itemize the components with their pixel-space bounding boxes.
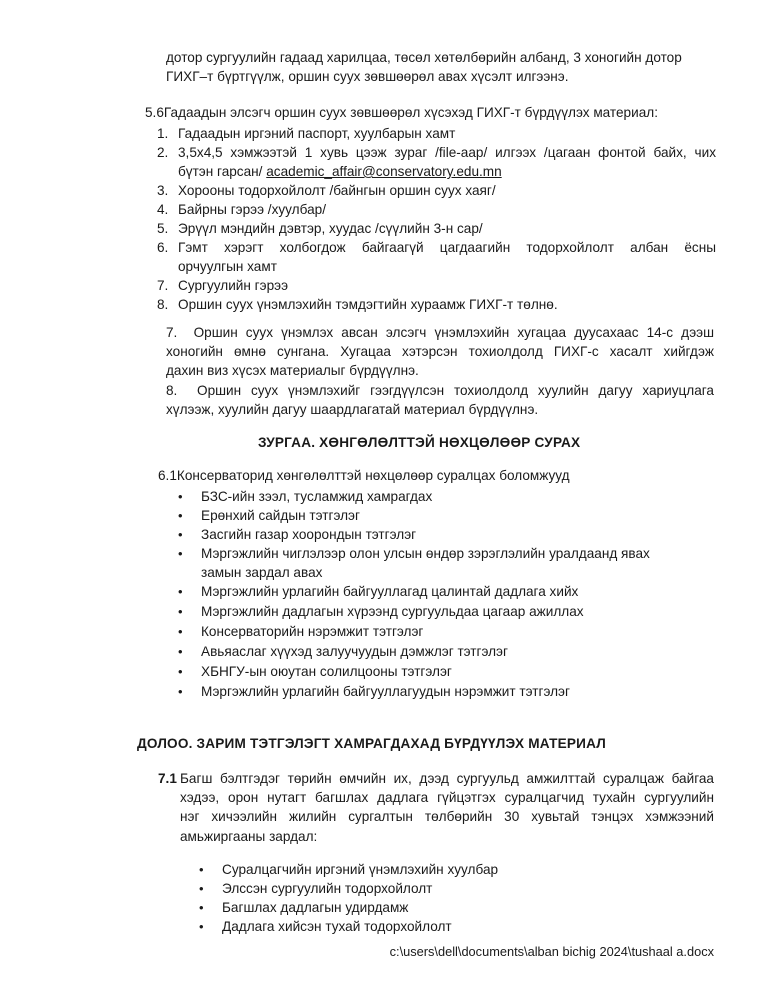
section-5-6-title xyxy=(145,105,658,120)
section-7-heading: ДОЛОО. ЗАРИМ ТЭТГЭЛЭГТ ХАМРАГДАХАД БҮРДҮҮЛЭХ МАТЕРИАЛ xyxy=(137,736,607,751)
list-item: • Суралцагчийн иргэний үнэмлэхийн хуулбар xyxy=(199,862,499,877)
section-title: Гадаадын элсэгч оршин суух зөвшөөрөл хүсэхэд ГИХГ-т бүрдүүлэх материал: xyxy=(163,105,658,120)
list-item: 6. Гэмт хэрэгт холбогдож байгаагүй цагдаагийн тодорхойлолт албан ёсны орчуулгын хамт xyxy=(157,240,716,274)
section-7-1-paragraph: 7.1 Багш бэлтгэдэг төрийн өмчийн их, дээд сургуульд амжилттай суралцаж байгаа хэдээ, орон нутагт багшлах дадлага гүйцэтгэх суралцагчид тухайн сургуулийн нэг хичээлийн жилийн сургалтын төлбөрийн 30 хувьтай тэнцэх хэмжээний амьжиргааны зардал: xyxy=(158,771,714,844)
list-item: • Мэргэжлийн дадлагын хүрээнд сургуульдаа цагаар ажиллах xyxy=(178,604,584,619)
list-item: • Засгийн газар хоорондын тэтгэлэг xyxy=(178,527,417,542)
file-path-footer: c:\users\dell\documents\alban bichig 2024\tushaal a.docx xyxy=(389,944,714,959)
list-item: • Консерваторийн нэрэмжит тэтгэлэг xyxy=(178,624,424,639)
list-item: 5. Эрүүл мэндийн дэвтэр, хуудас /сүүлийн 3-н сар/ xyxy=(157,221,483,236)
list-item: • Багшлах дадлагын удирдамж xyxy=(199,900,409,915)
list-item: 2. 3,5х4,5 хэмжээтэй 1 хувь цээж зураг /file-аар/ илгээх /цагаан фонтой байх, чих бүтэн гарсан/ academic_affair@conservatory.edu.mn xyxy=(157,145,716,179)
list-item: 1. Гадаадын иргэний паспорт, хуулбарын хамт xyxy=(157,126,456,141)
section-number: 5.6 xyxy=(145,105,164,120)
list-item: • Авьяаслаг хүүхэд залуучуудын дэмжлэг тэтгэлэг xyxy=(178,644,508,659)
list-item: • Мэргэжлийн урлагийн байгууллагуудын нэрэмжит тэтгэлэг xyxy=(178,684,570,699)
intro-line: дотор сургуулийн гадаад харилцаа, төсөл хөтөлбөрийн албанд, 3 хоногийн дотор xyxy=(166,50,682,65)
list-item: • БЗС-ийн зээл, тусламжид хамрагдах xyxy=(178,489,433,504)
paragraph-8: 8. Оршин суух үнэмлэхийг гээгдүүлсэн тохиолдолд хуулийн дагуу хариуцлага хүлээж, хуулийн дагуу шаардлагатай материал бүрдүүлнэ. xyxy=(166,383,714,418)
list-item: 7. Сургуулийн гэрээ xyxy=(157,278,289,293)
email-link[interactable]: academic_affair@conservatory.edu.mn xyxy=(266,164,502,179)
section-6-1-title: 6.1Консерваторид хөнгөлөлттэй нөхцөлөөр суралцах боломжууд xyxy=(158,468,570,483)
list-item: 4. Байрны гэрээ /хуулбар/ xyxy=(157,202,326,217)
list-item: • Ерөнхий сайдын тэтгэлэг xyxy=(178,508,360,523)
list-item: • ХБНГУ-ын оюутан солилцооны тэтгэлэг xyxy=(178,664,452,679)
list-item: • Элссэн сургуулийн тодорхойлолт xyxy=(199,881,433,896)
intro-line: ГИХГ–т бүртгүүлж, оршин суух зөвшөөрөл авах хүсэлт илгээнэ. xyxy=(166,69,569,85)
section-6-heading: ЗУРГАА. ХӨНГӨЛӨЛТТЭЙ НӨХЦӨЛӨӨР СУРАХ xyxy=(258,435,581,450)
list-item: 8. Оршин суух үнэмлэхийн тэмдэгтийн хураамж ГИХГ-т төлнө. xyxy=(157,297,558,312)
list-item: • Мэргэжлийн урлагийн байгууллагад цалинтай дадлага хийх xyxy=(178,584,579,599)
list-item: • Дадлага хийсэн тухай тодорхойлолт xyxy=(199,919,452,934)
list-item: • Мэргэжлийн чиглэлээр олон улсын өндөр зэрэглэлийн уралдаанд явах замын зардал авах xyxy=(178,546,650,580)
list-item: 3. Хорооны тодорхойлолт /байнгын оршин суух хаяг/ xyxy=(157,183,496,198)
intro-paragraph xyxy=(166,48,726,86)
paragraph-7: 7. Оршин суух үнэмлэх авсан элсэгч үнэмлэхийн хугацаа дуусахаас 14-с дээш хоногийн өмнө сунгана. Хугацаа хэтэрсэн тохиолдолд ГИХГ-с хасалт хийгдэж дахин виз хүсэх материалыг бүрдүүлнэ. xyxy=(166,325,715,379)
